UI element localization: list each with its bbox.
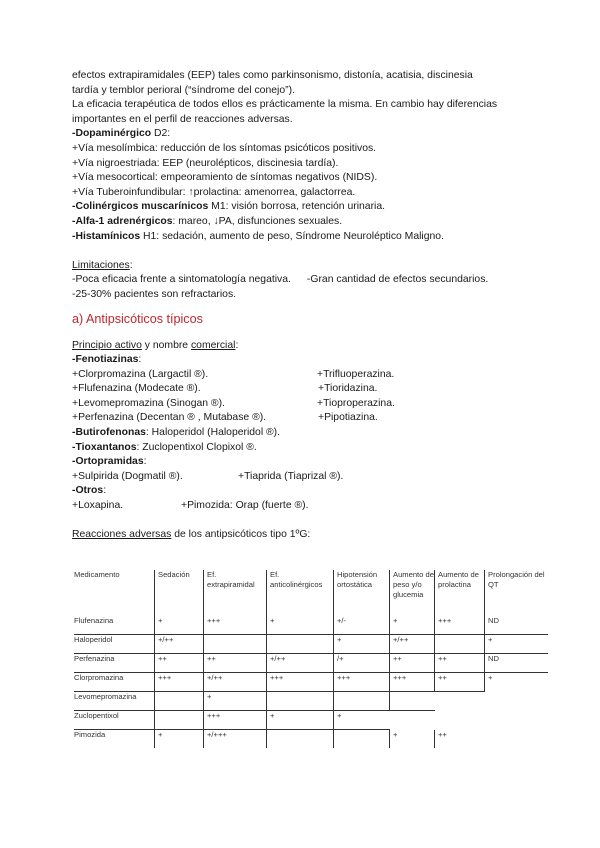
receptor-text: : mareo, ↓PA, disfunciones sexuales. [172, 215, 343, 227]
table-cell: Levomepromazina [74, 692, 155, 711]
group-text: : Zuclopentixol Clopixol ®. [136, 441, 257, 453]
table-cell: + [334, 711, 390, 730]
intro-line: La eficacia terapéutica de todos ellos es prácticamente la misma. En cambio hay diferencias [72, 99, 498, 111]
table-cell [390, 692, 435, 711]
group-fenotiazinas [72, 353, 532, 368]
table-cell: + [155, 616, 204, 635]
drug-row [72, 397, 532, 412]
table-cell [485, 711, 549, 730]
table-cell: + [204, 692, 267, 711]
limitations-heading [72, 259, 532, 274]
table-cell: +++ [267, 673, 334, 692]
table-cell: ++ [204, 654, 267, 673]
receptor-label: -Dopaminérgico [72, 128, 152, 140]
table-row [74, 692, 548, 711]
table-cell [435, 692, 485, 711]
group-label: -Ortopramidas [72, 456, 144, 468]
limitations-title: Limitaciones [72, 259, 130, 271]
table-cell: ND [485, 616, 549, 635]
intro-line: importantes en el perfil de reacciones adversas. [72, 113, 293, 125]
intro-line: efectos extrapiramidales (EEP) tales como parkinsonismo, distonía, acatisia, discinesia [72, 70, 473, 81]
table-cell: Pimozida [74, 730, 106, 739]
group-butirofenonas [72, 426, 532, 441]
table-cell: ND [485, 654, 549, 673]
table-cell [267, 730, 334, 749]
group-colon: : [143, 456, 147, 468]
receptor-label: -Alfa-1 adrenérgicos [72, 215, 173, 227]
column-header: Ef. anticolinérgicos [267, 570, 334, 616]
table-cell: +++ [155, 673, 204, 692]
table-cell: +/++ [204, 673, 267, 692]
drugs-heading-part: comercial [190, 339, 236, 351]
adverse-reactions-table [74, 570, 548, 748]
table-row [74, 616, 548, 635]
table-cell: +/++ [390, 635, 435, 654]
receptor-text: D2: [151, 128, 171, 140]
drug-item: +Flufenazina (Modecate ®). [72, 383, 201, 395]
adverse-heading [72, 528, 532, 543]
table-cell [435, 635, 485, 654]
column-header: Aumento de prolactina [435, 570, 485, 616]
table-row [74, 730, 548, 749]
group-colon: : [103, 485, 107, 497]
table-cell [204, 635, 267, 654]
table-cell [390, 711, 435, 730]
group-label: -Tioxantanos [72, 441, 137, 453]
table-cell: +++ [204, 711, 267, 730]
drug-item: +Levomepromazina (Sinogan ®). [72, 397, 225, 409]
drugs-heading [72, 339, 532, 354]
table-cell: + [485, 635, 549, 654]
pathway-line: +Vía Tuberoinfundibular: ↑prolactina: amenorrea, galactorrea. [72, 186, 356, 198]
group-label: -Otros [72, 485, 104, 497]
table-cell: +/++ [267, 654, 334, 673]
drugs-heading-part: : [235, 339, 239, 351]
table-cell: + [267, 711, 334, 730]
table-cell: +/+++ [204, 730, 267, 749]
receptor-text: M1: visión borrosa, retención urinaria. [208, 201, 386, 213]
pathway-line: +Vía nigroestriada: EEP (neurolépticos, discinesia tardía). [72, 157, 339, 169]
drug-row [72, 411, 532, 426]
table-cell: ++ [390, 654, 435, 673]
intro-line: tardía y temblor perioral (“síndrome del conejo”). [72, 84, 295, 96]
table-cell: Flufenazina [74, 616, 155, 635]
table-cell: Perfenazina [74, 654, 155, 673]
receptor-label: -Histamínicos [72, 230, 141, 242]
table-cell: ++ [435, 673, 485, 692]
drug-item: +Trifluoperazina. [317, 368, 395, 380]
pathway-line: +Vía mesocortical: empeoramiento de síntomas negativos (NIDS). [72, 172, 378, 184]
column-header: Prolongación del QT [485, 570, 549, 616]
drug-row [72, 382, 532, 397]
receptor-dopaminergic [72, 127, 532, 142]
limitations-colon: : [129, 259, 133, 271]
document-body [72, 69, 532, 543]
table-cell [155, 711, 204, 730]
drugs-heading-part: y nombre [141, 339, 191, 351]
table-cell: ++ [435, 730, 485, 749]
table-cell [267, 635, 334, 654]
column-header: Hipotensión ortostática [334, 570, 390, 616]
group-tioxantanos [72, 441, 532, 456]
table-cell: +/++ [155, 635, 204, 654]
drug-row [72, 470, 532, 485]
table-cell: ++ [435, 654, 485, 673]
adverse-heading-part: Reacciones adversas [72, 529, 172, 541]
drugs-heading-part: Principio activo [72, 339, 142, 351]
drug-item: +Perfenazina (Decentan ® , Mutabase ®). [72, 412, 267, 424]
receptor-cholinergic [72, 200, 532, 215]
table-cell: + [267, 616, 334, 635]
section-title: a) Antipsicóticos típicos [72, 311, 203, 326]
receptor-text: H1: sedación, aumento de peso, Síndrome Neuroléptico Maligno. [140, 230, 444, 242]
table-cell: Clorpromazina [74, 673, 155, 692]
drug-item: +Tiaprida (Tiaprizal ®). [238, 470, 344, 482]
table-cell: +++ [390, 673, 435, 692]
receptor-histamine [72, 230, 532, 245]
table-row [74, 673, 548, 692]
receptor-label: -Colinérgicos muscarínicos [72, 201, 209, 213]
group-otros [72, 484, 532, 499]
table-cell: + [390, 730, 435, 749]
limitations-row [72, 273, 532, 288]
group-label: -Fenotiazinas [72, 354, 139, 366]
limitation-item: -Poca eficacia frente a sintomatología negativa. [72, 274, 291, 286]
table-cell: +++ [334, 673, 390, 692]
table-cell [485, 730, 549, 749]
drug-item: +Pimozida: Orap (fuerte ®). [181, 500, 309, 512]
table-header-row [74, 570, 548, 616]
table-row [74, 635, 548, 654]
table-row [74, 654, 548, 673]
drug-item: +Clorpromazina (Largactil ®). [72, 368, 209, 380]
table-cell [485, 692, 549, 711]
table-cell: + [334, 635, 390, 654]
table-cell: Zuclopentixol [74, 711, 155, 730]
group-ortopramidas [72, 455, 532, 470]
group-colon: : [138, 354, 142, 366]
table-cell: +++ [204, 616, 267, 635]
column-header: Medicamento [74, 570, 120, 579]
drug-row [72, 368, 532, 383]
table-cell: + [155, 730, 204, 749]
table-cell [334, 692, 390, 711]
table-cell: ++ [155, 654, 204, 673]
group-label: -Butirofenonas [72, 427, 146, 439]
table-cell: Haloperidol [74, 635, 155, 654]
drug-item: +Tioridazina. [318, 383, 378, 395]
table-cell [155, 692, 204, 711]
table-cell [267, 692, 334, 711]
drug-row [72, 499, 532, 514]
limitation-item: -Gran cantidad de efectos secundarios. [306, 274, 489, 286]
drug-item: +Pipotiazina. [318, 412, 378, 424]
table-cell [334, 730, 390, 749]
column-header: Ef. extrapiramidal [204, 570, 267, 616]
pathway-line: +Vía mesolímbica: reducción de los síntomas psicóticos positivos. [72, 142, 377, 154]
receptor-alpha1 [72, 215, 532, 230]
table-cell: /+ [334, 654, 390, 673]
table-row [74, 711, 548, 730]
table-cell: +/- [334, 616, 390, 635]
table-cell [435, 711, 485, 730]
column-header: Sedación [155, 570, 204, 616]
group-text: : Haloperidol (Haloperidol ®). [145, 427, 281, 439]
table-cell: +++ [435, 616, 485, 635]
drug-item: +Loxapina. [72, 500, 124, 512]
table-cell: + [390, 616, 435, 635]
column-header: Aumento de peso y/o glucemia [390, 570, 435, 616]
drug-item: +Tioproperazina. [317, 397, 395, 409]
limitation-item: -25-30% pacientes son refractarios. [72, 288, 237, 300]
table-cell: + [485, 673, 549, 692]
drug-item: +Sulpirida (Dogmatil ®). [72, 470, 183, 482]
adverse-heading-part: de los antipsicóticos tipo 1ºG: [171, 529, 311, 541]
